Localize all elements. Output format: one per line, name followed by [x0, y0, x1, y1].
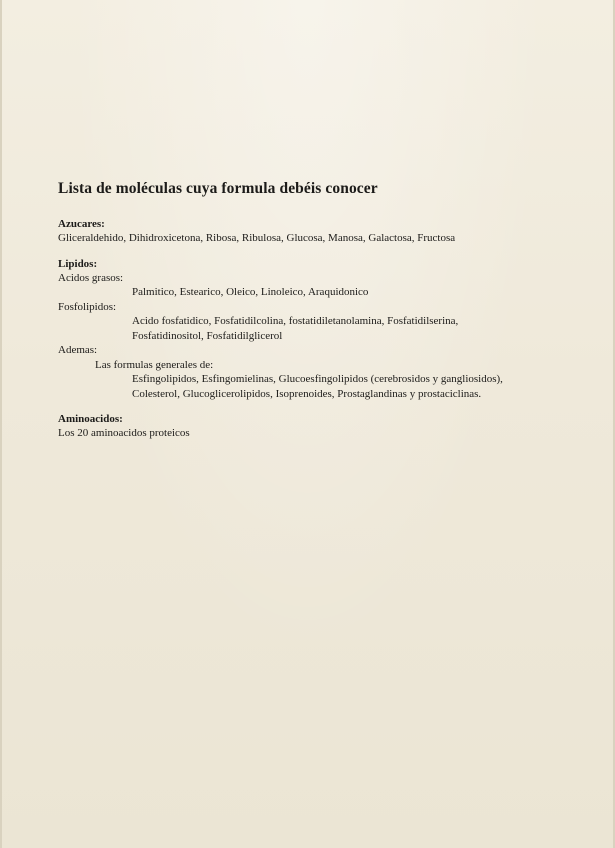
spacer — [58, 246, 578, 257]
formulas-generales-line-1: Esfingolipidos, Esfingomielinas, Glucoesfingolipidos (cerebrosidos y gangliosidos), — [132, 373, 503, 385]
section-aminoacidos — [58, 412, 578, 441]
formulas-generales-line-2: Colesterol, Glucoglicerolipidos, Isoprenoides, Prostaglandinas y prostaciclinas. — [132, 387, 482, 400]
acidos-grasos-list: Palmitico, Estearico, Oleico, Linoleico, Araquidonico — [132, 286, 369, 298]
document-body — [58, 180, 578, 441]
section-lipidos — [58, 257, 578, 402]
fosfolipidos-list-line-1: Acido fosfatidico, Fosfatidilcolina, fostatidiletanolamina, Fosfatidilserina, — [132, 315, 459, 327]
fosfolipidos-list-line-2: Fosfatidinositol, Fosfatidilglicerol — [132, 329, 283, 342]
page-title: Lista de moléculas cuya formula debéis conocer — [58, 180, 378, 197]
ademas-label: Ademas: — [58, 344, 98, 356]
aminoacidos-list: Los 20 aminoacidos proteicos — [58, 427, 190, 439]
formulas-generales-label: Las formulas generales de: — [95, 358, 214, 371]
section-azucares — [58, 217, 578, 246]
azucares-list: Gliceraldehido, Dihidroxicetona, Ribosa, Ribulosa, Glucosa, Manosa, Galactosa, Fructosa — [58, 232, 456, 244]
section-heading-azucares: Azucares: — [58, 218, 105, 230]
section-heading-aminoacidos: Aminoacidos: — [58, 413, 123, 425]
section-heading-lipidos: Lipidos: — [58, 257, 98, 270]
fosfolipidos-label: Fosfolipidos: — [58, 300, 117, 313]
spacer — [58, 401, 578, 412]
acidos-grasos-label: Acidos grasos: — [58, 271, 124, 284]
